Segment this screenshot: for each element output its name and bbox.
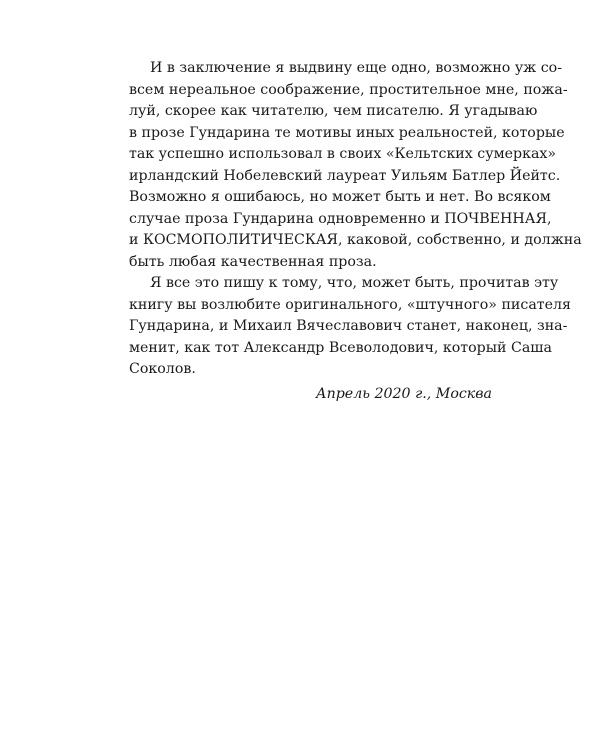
- paragraph-line: всем нереальное соображение, простительное мне, пожа-: [129, 81, 568, 98]
- paragraph-line: Возможно я ошибаюсь, но может быть и нет. Во всяком: [129, 189, 551, 205]
- paragraph-2: [129, 273, 571, 381]
- paragraph-line: ирландский Нобелевский лауреат Уильям Батлер Йейтс.: [129, 167, 561, 184]
- paragraph-line: Соколов.: [129, 361, 196, 377]
- paragraph-line: Гундарина, и Михаил Вячеславович станет, наконец, зна-: [129, 318, 568, 334]
- paragraph-1: [129, 58, 582, 273]
- paragraph-line: в прозе Гундарина те мотивы иных реальностей, которые: [129, 124, 565, 141]
- text-block: [129, 58, 582, 405]
- paragraph-line: и КОСМОПОЛИТИЧЕСКАЯ, каковой, собственно, и должна: [129, 232, 582, 248]
- paragraph-line: менит, как тот Александр Всеволодович, который Саша: [129, 339, 552, 356]
- paragraph-line: быть любая качественная проза.: [129, 253, 377, 270]
- paragraph-line: случае проза Гундарина одновременно и ПОЧВЕННАЯ,: [129, 210, 552, 227]
- paragraph-line: книгу вы возлюбите оригинального, «штучного» писателя: [129, 296, 571, 313]
- paragraph-line: так успешно использовал в своих «Кельтских сумерках»: [129, 146, 557, 162]
- paragraph-line: луй, скорее как читателю, чем писателю. Я угадываю: [129, 103, 538, 119]
- paragraph-line: И в заключение я выдвину еще одно, возможно уж со-: [150, 60, 563, 76]
- signature-date-place: Апрель 2020 г., Москва: [315, 385, 492, 402]
- paragraph-line: Я все это пишу к тому, что, может быть, прочитав эту: [150, 275, 559, 291]
